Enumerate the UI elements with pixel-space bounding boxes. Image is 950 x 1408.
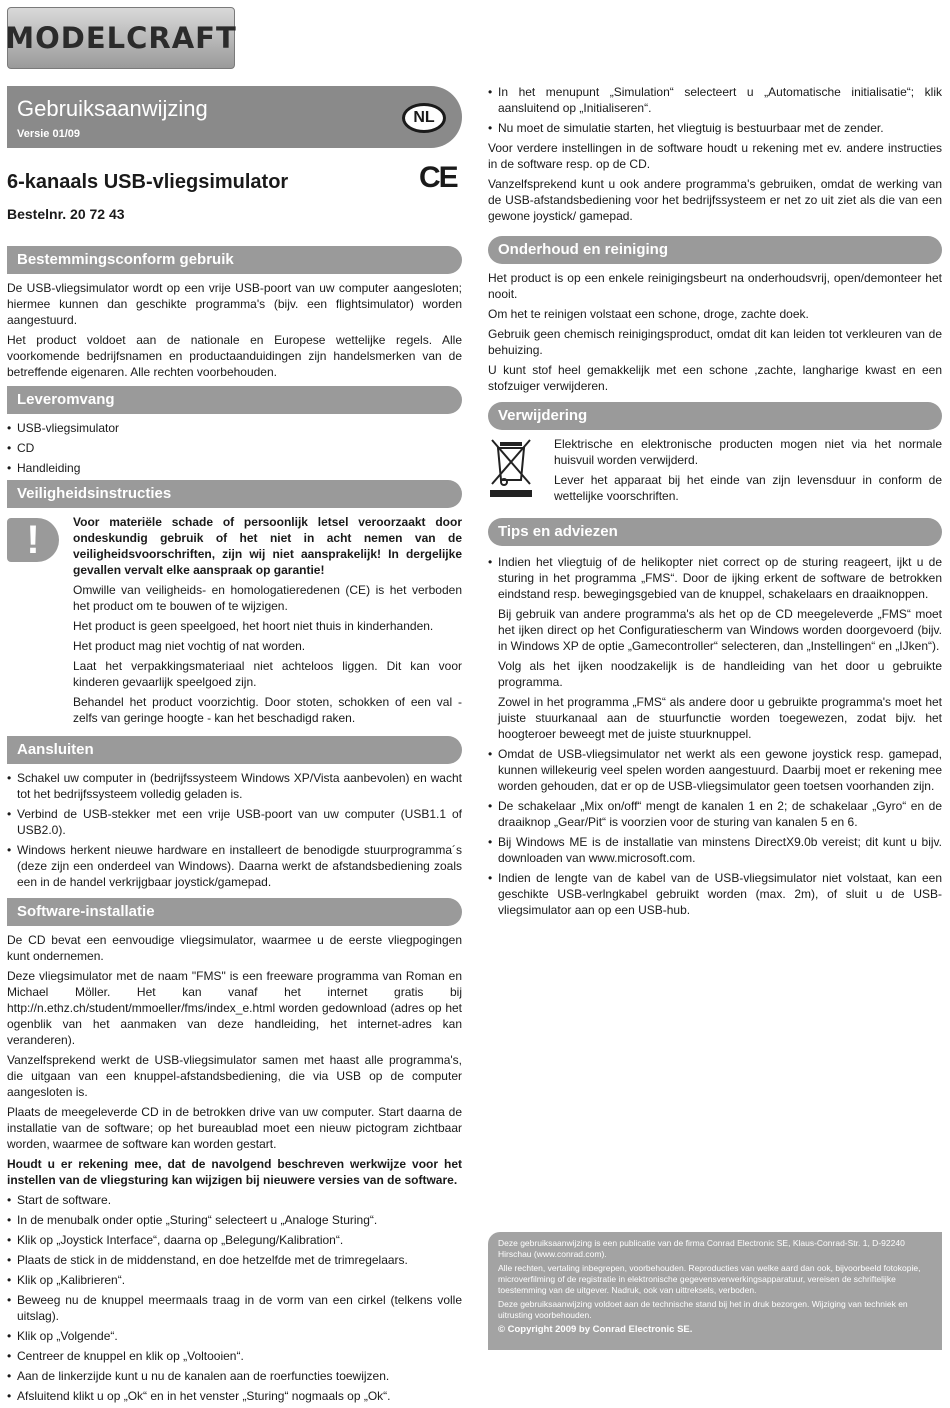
paragraph: Lever het apparaat bij het einde van zijn levensduur in conform de wettelijke voorschriften. bbox=[554, 473, 942, 503]
list-item: • Klik op „Kalibrieren“. bbox=[7, 1272, 462, 1288]
paragraph: Voor verdere instellingen in de software houdt u rekening met ev. andere instructies in de software resp. op de CD. bbox=[488, 141, 942, 171]
list-item: Bij gebruik van andere programma's als het op de CD meegeleverde „FMS“ moet het ijken direct op het Configuratiescherm van Windows worden doorgevoerd (bijv. in Windows XP de optie „Gamecontroller“ selecteren, dan „Instellingen“ en „IJken“). bbox=[498, 607, 942, 653]
paragraph: Houdt u er rekening mee, dat de navolgend beschreven werkwijze voor het instellen van de vliegsturing kan wijzigen bij nieuwere versies van de software. bbox=[7, 1157, 462, 1187]
paragraph: Elektrische en elektronische producten mogen niet via het normale huisvuil worden verwijderd. bbox=[554, 437, 942, 467]
list-item: Zowel in het programma „FMS“ als andere door u gebruikte programma's moet het juiste stuurkanaal aan de stuurfunctie worden toegewezen, zodat bijv. het hoogteroer beweegt met de juiste stuurknuppel. bbox=[498, 695, 942, 741]
imprint-line: Deze gebruiksaanwijzing voldoet aan de technische stand bij het in druk bezorgen. Wijziging van techniek en uitrusting voorbehouden. bbox=[498, 1299, 908, 1320]
paragraph: Het product voldoet aan de nationale en Europese wettelijke regels. Alle voorkomende bedrijfsnamen en productaanduidingen zijn handelsmerken van de betreffende eigenaren. Alle rechten voorbehouden. bbox=[7, 333, 462, 379]
paragraph: Laat het verpakkingsmateriaal niet achteloos liggen. Dit kan voor kinderen gevaarlijk speelgoed zijn. bbox=[73, 659, 462, 689]
list-item: • Handleiding bbox=[7, 460, 462, 476]
section-heading-connect: Aansluiten bbox=[7, 736, 462, 764]
title-band bbox=[7, 86, 462, 148]
paragraph: Vanzelfsprekend werkt de USB-vliegsimulator samen met haast alle programma's, die uitgaan van een knuppel-afstandsbediening, die via USB op de computer aangesloten is. bbox=[7, 1053, 462, 1099]
list-item: • Omdat de USB-vliegsimulator net werkt als een gewone joystick resp. gamepad, kunnen willekeurig veel spelen worden aangestuurd. Daarbij moet er rekening mee worden gehouden, dat er op de USB-vliegsimulator geen toetsen voorhanden zijn. bbox=[488, 746, 942, 794]
list-item: • Plaats de stick in de middenstand, en doe hetzelfde met de trimregelaars. bbox=[7, 1252, 462, 1268]
section-heading-tips: Tips en adviezen bbox=[488, 518, 942, 546]
right-column bbox=[488, 84, 942, 922]
paragraph: Het product is op een enkele reinigingsbeurt na onderhoudsvrij, open/demonteer het nooit. bbox=[488, 271, 942, 301]
paragraph: Om het te reinigen volstaat een schone, droge, zachte doek. bbox=[488, 307, 809, 321]
paragraph: Behandel het product voorzichtig. Door stoten, schokken of een val - zelfs van geringe hoogte - kan het beschadigd raken. bbox=[73, 695, 462, 725]
document-title: Gebruiksaanwijzing bbox=[17, 96, 208, 121]
list-item: • Schakel uw computer in (bedrijfssysteem Windows XP/Vista aanbevolen) en wacht tot het bedrijfssysteem volledig geladen is. bbox=[7, 770, 462, 802]
imprint-line: Deze gebruiksaanwijzing is een publicatie van de firma Conrad Electronic SE, Klaus-Conrad-Str. 1, D-92240 Hirschau (www.conrad.com). bbox=[498, 1238, 905, 1259]
list-item: • Start de software. bbox=[7, 1192, 462, 1208]
weee-bin-icon bbox=[488, 436, 536, 498]
version-label: Versie 01/09 bbox=[17, 128, 81, 140]
paragraph: Deze vliegsimulator met de naam "FMS" is een freeware programma van Roman en Michael Möller. Het kan vanaf het internet gratis bij http://n.ethz.ch/student/mmoeller/fms/index_e.html worden gedownload (adres op het ogenblik van het aanmaken van deze handleiding, het internet-adres kan veranderen). bbox=[7, 969, 462, 1047]
product-title: 6-kanaals USB-vliegsimulator bbox=[7, 171, 289, 193]
left-column bbox=[7, 86, 462, 1408]
list-item: Volg als het ijken noodzakelijk is de handleiding van het door u gebruikte programma. bbox=[498, 659, 942, 689]
list-item: • Indien het vliegtuig of de helikopter niet correct op de sturing reageert, ijkt u de sturing in het programma „FMS“. Door de ijking erkent de software de betrokken eindstand resp. bewegingsgebied van de knuppel, schakelaars en draaiknoppen. bbox=[488, 554, 942, 602]
brand-logo: MODELCRAFT bbox=[7, 7, 235, 69]
list-item: • De schakelaar „Mix on/off“ mengt de kanalen 1 en 2; de schakelaar „Gyro“ en de draaiknop „Gear/Pit“ is voorzien voor de sturing van kanalen 5 en 6. bbox=[488, 798, 942, 830]
list-item: • Afsluitend klikt u op „Ok“ en in het venster „Sturing“ nogmaals op „Ok“. bbox=[7, 1388, 462, 1404]
imprint-footer bbox=[488, 1232, 942, 1350]
list-item: • Bij Windows ME is de installatie van minstens DirectX9.0b vereist; dit kunt u bijv. downloaden van www.microsoft.com. bbox=[488, 834, 942, 866]
list-item: • Indien de lengte van de kabel van de USB-vliegsimulator niet volstaat, kan een geschikte USB-verlngkabel gebruikt worden (max. 2m), of sluit u de USB-vliegsimulator aan op een USB-hub. bbox=[488, 870, 942, 918]
paragraph: Voor materiële schade of persoonlijk letsel veroorzaakt door ondeskundig gebruik of het niet in acht nemen van de veiligheidsvoorschriften, zijn wij niet aansprakelijk! In dergelijke gevallen vervalt elke aanspraak op garantie! bbox=[73, 515, 462, 577]
imprint-line: Alle rechten, vertaling inbegrepen, voorbehouden. Reproducties van welke aard dan ook, bijvoorbeeld fotokopie, microverfilming of de registratie in elektronische gegevensverwerkingsapparatuur, vereisen de schriftelijke toestemming van de uitgever. Nadruk, ook van uittreksels, verboden. bbox=[498, 1263, 921, 1295]
section-heading-scope: Leveromvang bbox=[7, 386, 462, 414]
section-heading-disposal: Verwijdering bbox=[488, 402, 942, 430]
order-number: Bestelnr. 20 72 43 bbox=[7, 206, 125, 222]
paragraph: Vanzelfsprekend kunt u ook andere programma's gebruiken, omdat de werking van de USB-afstandsbediening voor het bedrijfssysteem er net zo uit ziet als die van een gewone joystick/ gamepad. bbox=[488, 177, 942, 223]
paragraph: Omwille van veiligheids- en homologatieredenen (CE) is het verboden het product om te bouwen of te wijzigen. bbox=[73, 583, 462, 613]
list-item: • Centreer de knuppel en klik op „Voltooien“. bbox=[7, 1348, 462, 1364]
section-heading-maintenance: Onderhoud en reiniging bbox=[488, 236, 942, 264]
language-badge: NL bbox=[402, 103, 446, 133]
paragraph: De CD bevat een eenvoudige vliegsimulator, waarmee u de eerste vliegpogingen kunt ondernemen. bbox=[7, 933, 462, 963]
copyright: © Copyright 2009 by Conrad Electronic SE. bbox=[498, 1324, 693, 1335]
paragraph: U kunt stof heel gemakkelijk met een schone ,zachte, langharige kwast en een stofzuiger verwijderen. bbox=[488, 363, 942, 393]
section-heading-intended-use: Bestemmingsconform gebruik bbox=[7, 246, 462, 274]
section-heading-safety: Veiligheidsinstructies bbox=[7, 480, 462, 508]
section-heading-software: Software-installatie bbox=[7, 898, 462, 926]
paragraph: Plaats de meegeleverde CD in de betrokken drive van uw computer. Start daarna de installatie van de software; op het bureaublad moet een nieuw pictogram zichtbaar worden, waarmee de software kan worden gestart. bbox=[7, 1105, 462, 1151]
paragraph: Gebruik geen chemisch reinigingsproduct, omdat dit kan leiden tot verkleuren van de behuizing. bbox=[488, 327, 942, 357]
list-item: • In de menubalk onder optie „Sturing“ selecteert u „Analoge Sturing“. bbox=[7, 1212, 462, 1228]
paragraph: Het product mag niet vochtig of nat worden. bbox=[73, 639, 306, 653]
list-item: • Windows herkent nieuwe hardware en installeert de benodigde stuurprogramma´s (deze zijn een onderdeel van Windows). Daarna werkt de afstandsbediening zoals een in de handel verkrijgbaar joystick/gamepad. bbox=[7, 842, 462, 890]
list-item: • Aan de linkerzijde kunt u nu de kanalen aan de roerfuncties toewijzen. bbox=[7, 1368, 462, 1384]
list-item: • Beweeg nu de knuppel meermaals traag in de vorm van een cirkel (telkens volle uitslag). bbox=[7, 1292, 462, 1324]
list-item: • Klik op „Volgende“. bbox=[7, 1328, 462, 1344]
warning-icon: ! bbox=[7, 518, 59, 562]
list-item: • In het menupunt „Simulation“ selecteert u „Automatische initialisatie“; klik aansluitend op „Initialiseren“. bbox=[488, 84, 942, 116]
list-item: • Nu moet de simulatie starten, het vliegtuig is bestuurbaar met de zender. bbox=[488, 120, 942, 136]
list-item: • USB-vliegsimulator bbox=[7, 420, 462, 436]
paragraph: Het product is geen speelgoed, het hoort niet thuis in kinderhanden. bbox=[73, 619, 434, 633]
list-item: • Verbind de USB-stekker met een vrije USB-poort van uw computer (USB1.1 of USB2.0). bbox=[7, 806, 462, 838]
paragraph: De USB-vliegsimulator wordt op een vrije USB-poort van uw computer aangesloten; hiermee kunnen dan geschikte programma's (bijv. een flightsimulator) worden aangestuurd. bbox=[7, 281, 462, 327]
list-item: • CD bbox=[7, 440, 462, 456]
list-item: • Klik op „Joystick Interface“, daarna op „Belegung/Kalibration“. bbox=[7, 1232, 462, 1248]
ce-mark-icon: CE bbox=[419, 161, 457, 194]
